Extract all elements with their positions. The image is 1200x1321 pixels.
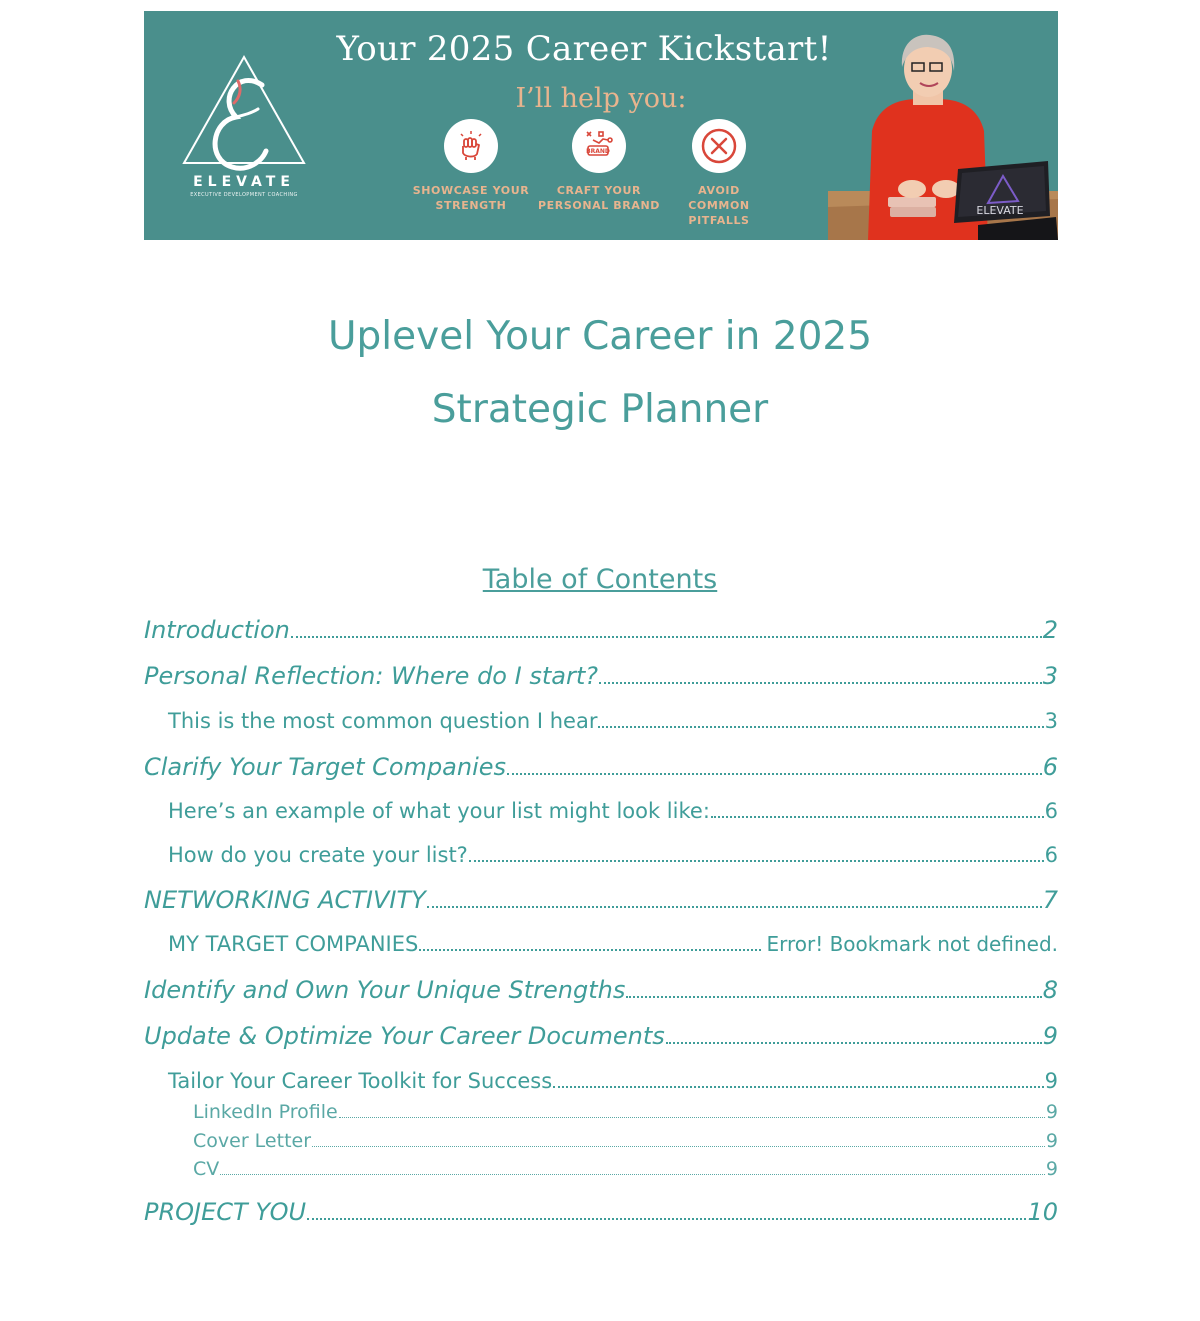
toc-entry-text: Clarify Your Target Companies [144,753,507,781]
document-subtitle: Strategic Planner [431,387,769,432]
toc-entry-common-question[interactable] [144,709,1058,733]
toc-leader [307,1218,1026,1220]
toc-page-number: 9 [1045,1130,1058,1152]
toc-page-number: 9 [1045,1158,1058,1180]
toc-entry-cv[interactable] [144,1158,1058,1180]
toc-page-number: 10 [1027,1198,1058,1226]
toc-leader [599,682,1042,684]
toc-entry-create-list[interactable] [144,843,1058,867]
feature-personal-brand [534,119,664,213]
toc-page-number: 6 [1044,799,1058,823]
toc-entry-career-toolkit[interactable] [144,1069,1058,1093]
toc-entry-text: Cover Letter [193,1130,312,1152]
toc-entry-text: Identify and Own Your Unique Strengths [144,976,626,1004]
toc-entry-career-documents[interactable] [144,1022,1058,1050]
toc-entry-text: MY TARGET COMPANIES [168,932,419,956]
toc-page-number: 9 [1045,1101,1058,1123]
toc-heading: Table of Contents [482,564,718,595]
document-title: Uplevel Your Career in 2025 [327,314,873,359]
toc-page-number: 7 [1042,886,1058,914]
toc-entry-linkedin-profile[interactable] [144,1101,1058,1123]
svg-text:BRAND: BRAND [586,148,610,155]
toc-entry-personal-reflection[interactable] [144,662,1058,690]
toc-entry-example-list[interactable] [144,799,1058,823]
toc-entry-text: Update & Optimize Your Career Documents [144,1022,665,1050]
toc-leader [427,906,1042,908]
logo-wordmark: ELEVATE [193,174,295,190]
header-banner [144,11,1058,240]
toc-entry-networking-activity[interactable] [144,886,1058,914]
toc-leader [339,1117,1045,1118]
toc-leader [626,996,1041,998]
brand-icon [572,119,626,173]
toc-page-number: Error! Bookmark not defined. [766,932,1058,956]
toc-page-number: 9 [1042,1022,1058,1050]
feature-showcase-strength [406,119,536,213]
toc-leader [711,816,1044,818]
toc-leader [469,860,1044,862]
toc-entry-cover-letter[interactable] [144,1130,1058,1152]
toc-entry-unique-strengths[interactable] [144,976,1058,1004]
toc-page-number: 3 [1044,709,1058,733]
coach-photo [828,11,1058,240]
toc-entry-text: Tailor Your Career Toolkit for Success [168,1069,553,1093]
x-circle-icon [692,119,746,173]
toc-entry-text: Here’s an example of what your list might look like: [168,799,710,823]
toc-entry-text: This is the most common question I hear [168,709,598,733]
feature-avoid-pitfalls [654,119,784,228]
toc-entry-my-target-companies[interactable] [144,932,1058,956]
toc-entry-text: Personal Reflection: Where do I start? [144,662,598,690]
toc-entry-text: How do you create your list? [168,843,468,867]
toc-page-number: 9 [1044,1069,1058,1093]
toc-leader [419,949,761,951]
toc-entry-project-you[interactable] [144,1198,1058,1226]
toc-entry-text: LinkedIn Profile [193,1101,338,1123]
fist-icon [444,119,498,173]
toc-leader [553,1086,1043,1088]
toc-entry-text: NETWORKING ACTIVITY [144,886,426,914]
toc-entry-introduction[interactable] [144,616,1058,644]
toc-page-number: 3 [1042,662,1058,690]
toc-entry-text: Introduction [144,616,290,644]
toc-page-number: 2 [1042,616,1058,644]
toc-page-number: 8 [1042,976,1058,1004]
toc-leader [220,1174,1045,1175]
toc-page-number: 6 [1042,753,1058,781]
feature-label: CRAFT YOUR PERSONAL BRAND [538,184,660,212]
toc-leader [507,773,1042,775]
toc-leader [666,1042,1042,1044]
laptop-logo-text: ELEVATE [976,204,1024,217]
feature-label: SHOWCASE YOUR STRENGTH [412,184,530,212]
logo-tagline: EXECUTIVE DEVELOPMENT COACHING [190,192,298,198]
toc-leader [598,726,1043,728]
toc-leader [312,1146,1045,1147]
toc-entry-target-companies[interactable] [144,753,1058,781]
banner-headline: Your 2025 Career Kickstart! [336,29,832,69]
toc-entry-text: CV [193,1158,220,1180]
toc-leader [291,636,1042,638]
toc-page-number: 6 [1044,843,1058,867]
feature-label: AVOID COMMON PITFALLS [688,184,750,227]
banner-subheadline: I’ll help you: [515,83,687,114]
toc-entry-text: PROJECT YOU [144,1198,307,1226]
